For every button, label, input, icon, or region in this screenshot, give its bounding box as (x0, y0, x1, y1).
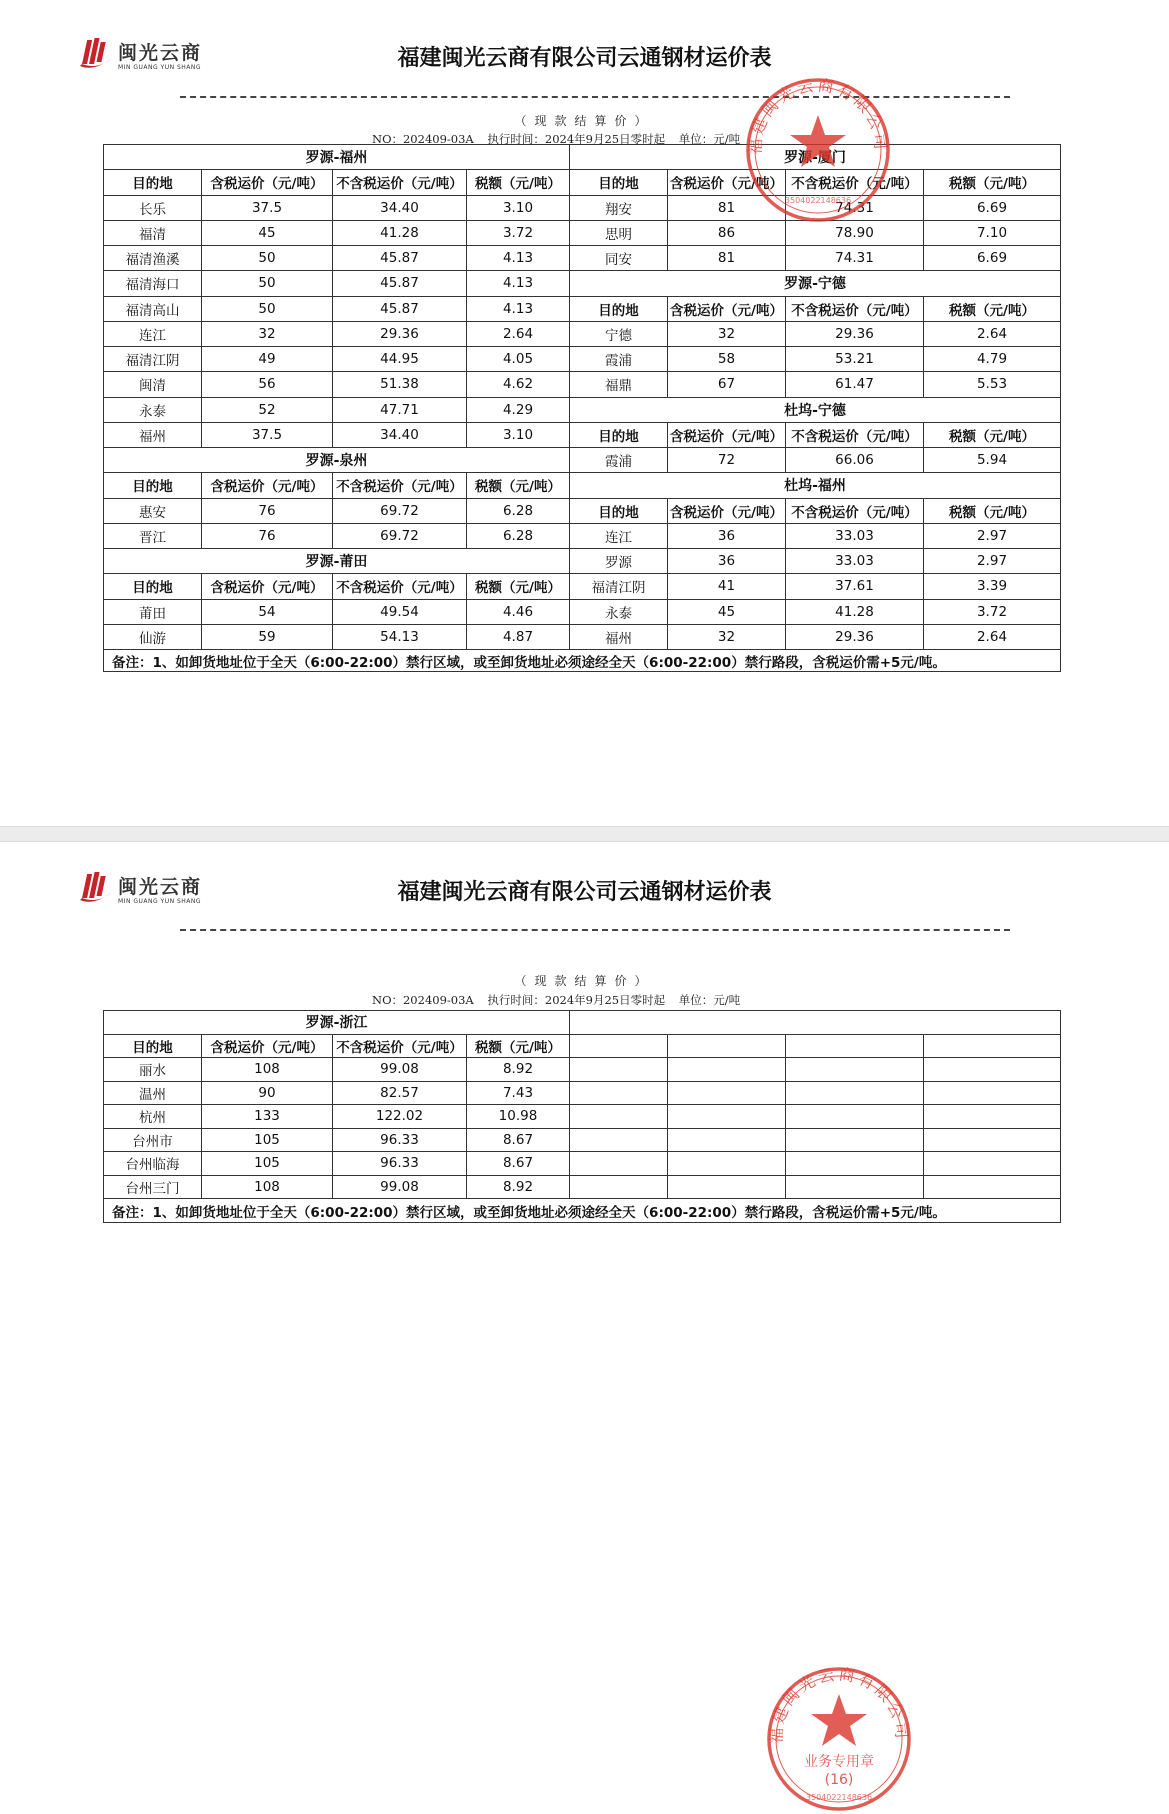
empty-cell (924, 1152, 1061, 1176)
tax-amount-cell: 3.10 (467, 422, 570, 447)
tax-included-cell: 32 (668, 624, 786, 649)
table-row (104, 220, 1061, 245)
col-header-destination: 目的地 (104, 574, 202, 599)
tax-included-cell: 76 (202, 523, 333, 548)
destination-cell: 永泰 (570, 599, 668, 624)
col-header-tax-excluded: 不含税运价（元/吨） (786, 422, 924, 447)
tax-excluded-cell: 47.71 (333, 397, 467, 422)
tax-excluded-cell: 29.36 (786, 624, 924, 649)
tax-excluded-cell: 34.40 (333, 195, 467, 220)
empty-cell (668, 1081, 786, 1105)
table-row (104, 195, 1061, 220)
tax-excluded-cell: 82.57 (333, 1081, 467, 1105)
col-header-tax-excluded: 不含税运价（元/吨） (333, 574, 467, 599)
col-header-tax-amount: 税额（元/吨） (924, 498, 1061, 523)
destination-cell: 台州市 (104, 1128, 202, 1152)
col-header-tax-included: 含税运价（元/吨） (202, 1034, 333, 1058)
empty-cell (668, 1128, 786, 1152)
tax-excluded-cell: 41.28 (786, 599, 924, 624)
empty-cell (570, 1034, 668, 1058)
logo-english-text: MIN GUANG YUN SHANG (118, 898, 202, 905)
destination-cell: 惠安 (104, 498, 202, 523)
destination-cell: 晋江 (104, 523, 202, 548)
destination-cell: 福清高山 (104, 296, 202, 321)
empty-section-cell (570, 1011, 1061, 1035)
tax-excluded-cell: 49.54 (333, 599, 467, 624)
tax-excluded-cell: 37.61 (786, 574, 924, 599)
destination-cell: 闽清 (104, 372, 202, 397)
empty-cell (924, 1128, 1061, 1152)
empty-cell (570, 1081, 668, 1105)
table-row (104, 448, 1061, 473)
col-header-tax-amount: 税额（元/吨） (467, 170, 570, 195)
tax-excluded-cell: 53.21 (786, 347, 924, 372)
document-page-1 (0, 0, 1169, 826)
destination-cell: 连江 (104, 321, 202, 346)
destination-cell: 翔安 (570, 195, 668, 220)
col-header-tax-amount: 税额（元/吨） (467, 1034, 570, 1058)
empty-cell (786, 1034, 924, 1058)
tax-amount-cell: 8.92 (467, 1175, 570, 1199)
empty-cell (924, 1175, 1061, 1199)
tax-amount-cell: 4.79 (924, 347, 1061, 372)
tax-included-cell: 58 (668, 347, 786, 372)
destination-cell: 福鼎 (570, 372, 668, 397)
destination-cell: 连江 (570, 523, 668, 548)
col-header-tax-excluded: 不含税运价（元/吨） (786, 296, 924, 321)
tax-included-cell: 56 (202, 372, 333, 397)
tax-amount-cell: 5.94 (924, 448, 1061, 473)
destination-cell: 福清渔溪 (104, 246, 202, 271)
tax-included-cell: 67 (668, 372, 786, 397)
tax-excluded-cell: 29.36 (333, 321, 467, 346)
seal-arc-text: 福建闽光云商有限公司 (745, 75, 891, 156)
tax-amount-cell: 5.53 (924, 372, 1061, 397)
table-row (104, 650, 1061, 672)
tax-excluded-cell: 33.03 (786, 523, 924, 548)
empty-cell (924, 1034, 1061, 1058)
tax-amount-cell: 8.92 (467, 1058, 570, 1082)
destination-cell: 宁德 (570, 321, 668, 346)
col-header-tax-excluded: 不含税运价（元/吨） (333, 170, 467, 195)
col-header-destination: 目的地 (104, 473, 202, 498)
col-header-tax-amount: 税额（元/吨） (924, 170, 1061, 195)
section-title: 罗源-福州 (104, 145, 570, 170)
table-row (104, 321, 1061, 346)
destination-cell: 台州临海 (104, 1152, 202, 1176)
tax-amount-cell: 2.64 (924, 321, 1061, 346)
empty-cell (570, 1105, 668, 1129)
table-row (104, 1105, 1061, 1129)
tax-excluded-cell: 96.33 (333, 1152, 467, 1176)
tax-included-cell: 105 (202, 1128, 333, 1152)
tax-amount-cell: 2.97 (924, 549, 1061, 574)
tax-amount-cell: 3.10 (467, 195, 570, 220)
tax-included-cell: 32 (668, 321, 786, 346)
tax-included-cell: 37.5 (202, 422, 333, 447)
company-seal-stamp (743, 75, 893, 225)
tax-excluded-cell: 74.31 (786, 195, 924, 220)
tax-included-cell: 41 (668, 574, 786, 599)
tax-amount-cell: 2.64 (924, 624, 1061, 649)
tax-included-cell: 37.5 (202, 195, 333, 220)
table-row (104, 422, 1061, 447)
col-header-tax-included: 含税运价（元/吨） (668, 296, 786, 321)
destination-cell: 丽水 (104, 1058, 202, 1082)
destination-cell: 福州 (570, 624, 668, 649)
document-title: 福建闽光云商有限公司云通钢材运价表 (397, 46, 772, 71)
tax-amount-cell: 2.64 (467, 321, 570, 346)
empty-cell (786, 1152, 924, 1176)
empty-cell (924, 1081, 1061, 1105)
destination-cell: 霞浦 (570, 448, 668, 473)
tax-excluded-cell: 29.36 (786, 321, 924, 346)
table-row (104, 1058, 1061, 1082)
table-row (104, 1034, 1061, 1058)
col-header-tax-included: 含税运价（元/吨） (202, 473, 333, 498)
empty-cell (570, 1058, 668, 1082)
freight-rate-table-page-2 (103, 1010, 1061, 1223)
table-row (104, 1081, 1061, 1105)
tax-excluded-cell: 41.28 (333, 220, 467, 245)
destination-cell: 福州 (104, 422, 202, 447)
col-header-destination: 目的地 (570, 422, 668, 447)
col-header-tax-amount: 税额（元/吨） (924, 422, 1061, 447)
tax-included-cell: 108 (202, 1058, 333, 1082)
tax-amount-cell: 4.13 (467, 246, 570, 271)
seal-number: (16) (824, 1772, 854, 1788)
tax-excluded-cell: 45.87 (333, 296, 467, 321)
col-header-destination: 目的地 (570, 170, 668, 195)
col-header-tax-amount: 税额（元/吨） (924, 296, 1061, 321)
table-row (104, 498, 1061, 523)
tax-included-cell: 59 (202, 624, 333, 649)
empty-cell (924, 1058, 1061, 1082)
tax-amount-cell: 4.13 (467, 296, 570, 321)
tax-excluded-cell: 96.33 (333, 1128, 467, 1152)
col-header-tax-excluded: 不含税运价（元/吨） (786, 498, 924, 523)
destination-cell: 罗源 (570, 549, 668, 574)
table-row (104, 347, 1061, 372)
table-row (104, 397, 1061, 422)
col-header-tax-excluded: 不含税运价（元/吨） (786, 170, 924, 195)
table-row (104, 1152, 1061, 1176)
tax-amount-cell: 6.69 (924, 246, 1061, 271)
tax-excluded-cell: 66.06 (786, 448, 924, 473)
table-row (104, 170, 1061, 195)
tax-included-cell: 52 (202, 397, 333, 422)
tax-excluded-cell: 69.72 (333, 523, 467, 548)
tax-included-cell: 108 (202, 1175, 333, 1199)
tax-included-cell: 50 (202, 271, 333, 296)
table-row (104, 1011, 1061, 1035)
table-row (104, 296, 1061, 321)
tax-excluded-cell: 99.08 (333, 1175, 467, 1199)
tax-included-cell: 50 (202, 246, 333, 271)
tax-included-cell: 86 (668, 220, 786, 245)
document-number: NO：202409-03A (372, 132, 474, 146)
tax-included-cell: 32 (202, 321, 333, 346)
destination-cell: 杭州 (104, 1105, 202, 1129)
empty-cell (570, 1128, 668, 1152)
logo-chinese-text: 闽光云商 (118, 876, 203, 898)
tax-excluded-cell: 69.72 (333, 498, 467, 523)
section-title: 杜坞-福州 (570, 473, 1061, 498)
tax-amount-cell: 8.67 (467, 1128, 570, 1152)
table-row (104, 1175, 1061, 1199)
empty-cell (668, 1105, 786, 1129)
empty-cell (786, 1128, 924, 1152)
table-row (104, 372, 1061, 397)
tax-included-cell: 36 (668, 523, 786, 548)
destination-cell: 莆田 (104, 599, 202, 624)
tax-amount-cell: 3.72 (467, 220, 570, 245)
col-header-tax-included: 含税运价（元/吨） (668, 498, 786, 523)
tax-amount-cell: 4.87 (467, 624, 570, 649)
seal-code: 3504022148636 (784, 196, 852, 205)
col-header-tax-excluded: 不含税运价（元/吨） (333, 473, 467, 498)
table-row (104, 145, 1061, 170)
destination-cell: 福清江阴 (570, 574, 668, 599)
empty-cell (668, 1175, 786, 1199)
tax-included-cell: 105 (202, 1152, 333, 1176)
seal-code: 3504022148636 (805, 1793, 873, 1802)
destination-cell: 永泰 (104, 397, 202, 422)
tax-included-cell: 81 (668, 246, 786, 271)
tax-excluded-cell: 74.31 (786, 246, 924, 271)
freight-rate-table-page-1 (103, 144, 1061, 672)
tax-amount-cell: 2.97 (924, 523, 1061, 548)
empty-cell (668, 1034, 786, 1058)
tax-amount-cell: 6.28 (467, 523, 570, 548)
table-row (104, 271, 1061, 296)
col-header-destination: 目的地 (570, 498, 668, 523)
seal-sub-text: 业务专用章 (804, 1754, 874, 1770)
empty-cell (924, 1105, 1061, 1129)
table-row (104, 246, 1061, 271)
document-meta (372, 992, 750, 1008)
execution-time: 执行时间：2024年9月25日零时起 (487, 132, 666, 146)
tax-excluded-cell: 45.87 (333, 246, 467, 271)
section-title: 罗源-宁德 (570, 271, 1061, 296)
tax-included-cell: 72 (668, 448, 786, 473)
remarks-note: 备注：1、如卸货地址位于全天（6:00-22:00）禁行区域，或至卸货地址必须途经全天（6:00-22:00）禁行路段，含税运价需+5元/吨。 (104, 650, 1061, 672)
destination-cell: 福清江阴 (104, 347, 202, 372)
tax-included-cell: 81 (668, 195, 786, 220)
destination-cell: 仙游 (104, 624, 202, 649)
section-title: 杜坞-宁德 (570, 397, 1061, 422)
tax-excluded-cell: 45.87 (333, 271, 467, 296)
tax-excluded-cell: 61.47 (786, 372, 924, 397)
tax-amount-cell: 4.62 (467, 372, 570, 397)
tax-amount-cell: 4.29 (467, 397, 570, 422)
tax-included-cell: 49 (202, 347, 333, 372)
destination-cell: 台州三门 (104, 1175, 202, 1199)
empty-cell (786, 1175, 924, 1199)
unit-label: 单位：元/吨 (678, 132, 741, 146)
empty-cell (668, 1058, 786, 1082)
destination-cell: 思明 (570, 220, 668, 245)
tax-amount-cell: 3.72 (924, 599, 1061, 624)
remarks-note: 备注：1、如卸货地址位于全天（6:00-22:00）禁行区域，或至卸货地址必须途经全天（6:00-22:00）禁行路段，含税运价需+5元/吨。 (104, 1199, 1061, 1223)
tax-included-cell: 133 (202, 1105, 333, 1129)
tax-excluded-cell: 78.90 (786, 220, 924, 245)
table-row (104, 599, 1061, 624)
tax-excluded-cell: 54.13 (333, 624, 467, 649)
tax-amount-cell: 8.67 (467, 1152, 570, 1176)
table-row (104, 574, 1061, 599)
title-divider (180, 929, 1010, 931)
empty-cell (570, 1152, 668, 1176)
col-header-tax-included: 含税运价（元/吨） (668, 422, 786, 447)
destination-cell: 温州 (104, 1081, 202, 1105)
settlement-note: （现款结算价） (514, 974, 655, 988)
tax-included-cell: 90 (202, 1081, 333, 1105)
col-header-destination: 目的地 (104, 1034, 202, 1058)
tax-amount-cell: 10.98 (467, 1105, 570, 1129)
col-header-tax-included: 含税运价（元/吨） (668, 170, 786, 195)
col-header-destination: 目的地 (104, 170, 202, 195)
destination-cell: 福清 (104, 220, 202, 245)
document-title: 福建闽光云商有限公司云通钢材运价表 (397, 880, 772, 905)
empty-cell (786, 1081, 924, 1105)
tax-included-cell: 45 (202, 220, 333, 245)
document-page-2 (0, 842, 1169, 1802)
logo-chinese-text: 闽光云商 (118, 42, 203, 64)
empty-cell (786, 1058, 924, 1082)
document-number: NO：202409-03A (372, 993, 474, 1007)
tax-amount-cell: 6.28 (467, 498, 570, 523)
execution-time: 执行时间：2024年9月25日零时起 (487, 993, 666, 1007)
table-row (104, 624, 1061, 649)
col-header-tax-amount: 税额（元/吨） (467, 574, 570, 599)
destination-cell: 同安 (570, 246, 668, 271)
tax-included-cell: 45 (668, 599, 786, 624)
tax-included-cell: 36 (668, 549, 786, 574)
col-header-tax-excluded: 不含税运价（元/吨） (333, 1034, 467, 1058)
table-row (104, 523, 1061, 548)
tax-included-cell: 54 (202, 599, 333, 624)
tax-excluded-cell: 122.02 (333, 1105, 467, 1129)
logo-english-text: MIN GUANG YUN SHANG (118, 64, 202, 71)
tax-excluded-cell: 51.38 (333, 372, 467, 397)
table-row (104, 1128, 1061, 1152)
section-title: 罗源-浙江 (104, 1011, 570, 1035)
company-seal-stamp (764, 1664, 914, 1814)
tax-included-cell: 76 (202, 498, 333, 523)
col-header-tax-amount: 税额（元/吨） (467, 473, 570, 498)
empty-cell (786, 1105, 924, 1129)
table-row (104, 473, 1061, 498)
page-separator (0, 826, 1169, 842)
destination-cell: 福清海口 (104, 271, 202, 296)
tax-excluded-cell: 99.08 (333, 1058, 467, 1082)
destination-cell: 长乐 (104, 195, 202, 220)
seal-arc-text: 福建闽光云商有限公司 (766, 1664, 912, 1745)
tax-excluded-cell: 33.03 (786, 549, 924, 574)
tax-amount-cell: 4.05 (467, 347, 570, 372)
tax-amount-cell: 7.10 (924, 220, 1061, 245)
section-title: 罗源-莆田 (104, 549, 570, 574)
col-header-tax-included: 含税运价（元/吨） (202, 170, 333, 195)
section-title: 罗源-泉州 (104, 448, 570, 473)
unit-label: 单位：元/吨 (678, 993, 741, 1007)
destination-cell: 霞浦 (570, 347, 668, 372)
col-header-destination: 目的地 (570, 296, 668, 321)
empty-cell (668, 1152, 786, 1176)
tax-amount-cell: 3.39 (924, 574, 1061, 599)
tax-amount-cell: 4.13 (467, 271, 570, 296)
section-title: 罗源-厦门 (570, 145, 1061, 170)
settlement-note: （现款结算价） (514, 114, 655, 128)
tax-amount-cell: 7.43 (467, 1081, 570, 1105)
tax-excluded-cell: 44.95 (333, 347, 467, 372)
table-row (104, 1199, 1061, 1223)
tax-amount-cell: 6.69 (924, 195, 1061, 220)
tax-included-cell: 50 (202, 296, 333, 321)
empty-cell (570, 1175, 668, 1199)
tax-amount-cell: 4.46 (467, 599, 570, 624)
tax-excluded-cell: 34.40 (333, 422, 467, 447)
table-row (104, 549, 1061, 574)
col-header-tax-included: 含税运价（元/吨） (202, 574, 333, 599)
